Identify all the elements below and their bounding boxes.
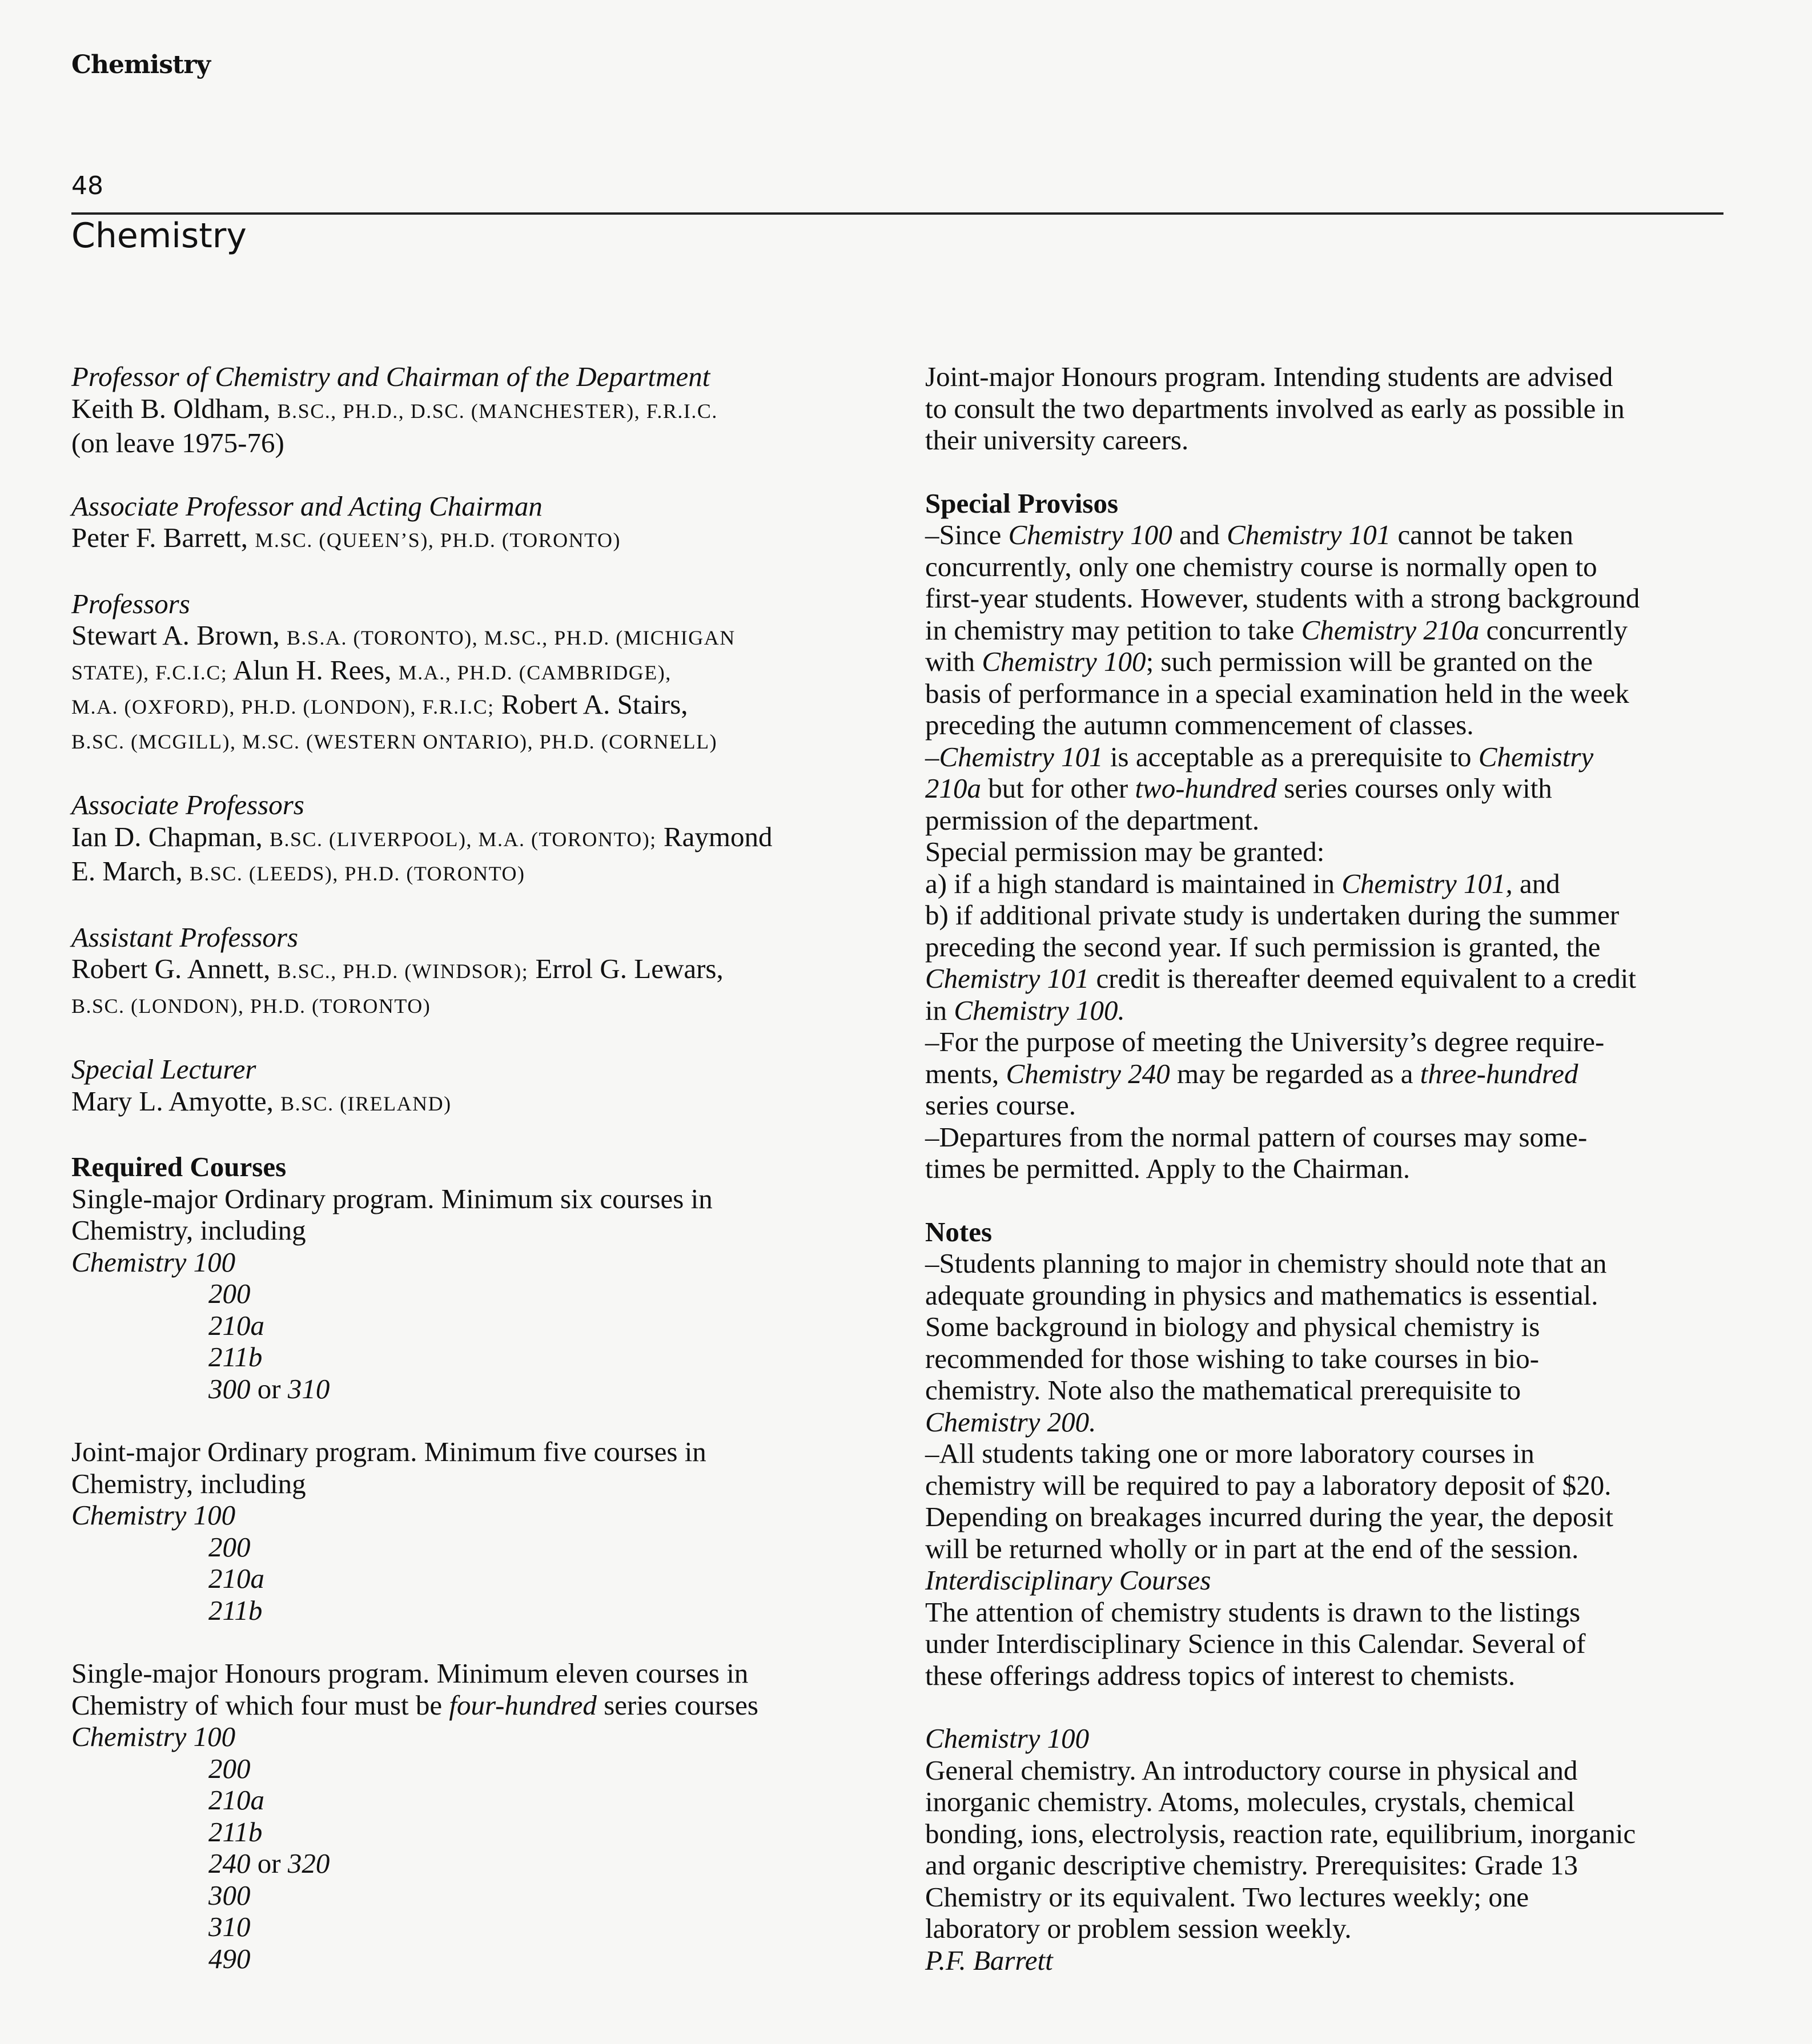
- text-line: Chemistry 240: [1006, 1057, 1170, 1089]
- faculty-role: Associate Professors: [71, 789, 304, 820]
- right-column: [925, 361, 1736, 1976]
- course-code: Chemistry 100: [71, 1246, 236, 1278]
- text-line: Chemistry 101: [925, 963, 1090, 994]
- faculty-credentials: M.A., PH.D. (CAMBRIDGE),: [398, 661, 672, 684]
- text-line: with: [925, 646, 975, 677]
- text-line: these offerings address topics of interest to chemists.: [925, 1659, 1516, 1691]
- joint-major-honours-note: [925, 361, 1736, 456]
- joint-major-ordinary: [71, 1436, 894, 1626]
- course-code: 211b: [208, 1594, 263, 1626]
- faculty-role: Professor of Chemistry and Chairman of the Department: [71, 361, 710, 392]
- text-line: Special permission may be granted:: [925, 836, 1325, 867]
- special-provisos-heading: Special Provisos: [925, 487, 1119, 519]
- course-code: 200: [208, 1278, 251, 1309]
- header-rule: [71, 212, 1723, 215]
- chairman-entry: [71, 361, 894, 459]
- text-line: –Departures from the normal pattern of courses may some-: [925, 1121, 1588, 1153]
- faculty-credentials: B.SC. (LEEDS), PH.D. (TORONTO): [189, 862, 525, 885]
- text-line: 300: [208, 1373, 251, 1405]
- faculty-name: Raymond: [663, 820, 773, 852]
- program-description: Chemistry, including: [71, 1214, 306, 1246]
- course-code: 200: [208, 1752, 251, 1784]
- program-description: [71, 1689, 894, 1721]
- course-code: 210a: [208, 1563, 264, 1594]
- course-instructor: P.F. Barrett: [925, 1944, 1053, 1976]
- interdisciplinary-subheading: Interdisciplinary Courses: [925, 1564, 1211, 1596]
- text-line: permission of the department.: [925, 804, 1260, 836]
- faculty-credentials: B.S.A. (TORONTO), M.SC., PH.D. (MICHIGAN: [287, 626, 736, 649]
- notes: [925, 1216, 1736, 1692]
- faculty-name: Errol G. Lewars,: [535, 953, 724, 984]
- faculty-name: Alun H. Rees,: [232, 654, 392, 686]
- text-line: Chemistry 100: [1008, 519, 1172, 550]
- text-line: and: [1179, 519, 1220, 550]
- faculty-role: Associate Professor and Acting Chairman: [71, 490, 543, 522]
- text-line: adequate grounding in physics and mathematics is essential.: [925, 1279, 1598, 1311]
- course-code: 310: [208, 1911, 251, 1942]
- course-code: 210a: [208, 1784, 264, 1816]
- course-code: Chemistry 100: [71, 1721, 236, 1752]
- single-major-honours: [71, 1657, 894, 1974]
- running-head: Chemistry: [71, 50, 211, 79]
- text-line: 320: [287, 1848, 330, 1879]
- faculty-name: Stewart A. Brown,: [71, 619, 280, 651]
- notes-heading: Notes: [925, 1216, 993, 1248]
- left-column: [71, 361, 894, 1974]
- text-line: General chemistry. An introductory course in physical and: [925, 1754, 1578, 1786]
- text-line: preceding the second year. If such permission is granted, the: [925, 931, 1601, 963]
- text-line: –All students taking one or more laboratory courses in: [925, 1438, 1534, 1469]
- text-line: ments,: [925, 1057, 999, 1089]
- text-line: inorganic chemistry. Atoms, molecules, crystals, chemical: [925, 1786, 1575, 1817]
- text-line: –: [925, 741, 939, 772]
- faculty-name: Keith B. Oldham,: [71, 392, 271, 424]
- faculty-role: Special Lecturer: [71, 1053, 256, 1085]
- text-line: series courses: [604, 1689, 758, 1721]
- text-line: Joint-major Honours program. Intending students are advised: [925, 361, 1613, 392]
- text-line: concurrently, only one chemistry course is normally open to: [925, 550, 1597, 582]
- program-description: Chemistry, including: [71, 1467, 306, 1499]
- faculty-credentials: B.SC. (LIVERPOOL), M.A. (TORONTO);: [270, 827, 657, 851]
- program-description: Single-major Honours program. Minimum eleven courses in: [71, 1657, 749, 1689]
- text-line: preceding the autumn commencement of classes.: [925, 709, 1474, 741]
- required-courses-heading: Required Courses: [71, 1151, 287, 1182]
- course-code: 490: [208, 1942, 251, 1974]
- text-line: bonding, ions, electrolysis, reaction rate, equilibrium, inorganic: [925, 1817, 1636, 1849]
- course-code: 211b: [208, 1341, 263, 1373]
- text-line: Chemistry 210a: [1301, 614, 1480, 646]
- text-line: Chemistry 100.: [954, 994, 1125, 1026]
- faculty-credentials: B.SC., PH.D. (WINDSOR);: [277, 960, 529, 983]
- text-line: Chemistry or its equivalent. Two lectures weekly; one: [925, 1881, 1529, 1913]
- text-line: but for other: [988, 772, 1128, 804]
- text-line: ; such permission will be granted on the: [1146, 646, 1593, 677]
- faculty-role: Professors: [71, 588, 190, 619]
- leave-note: (on leave 1975-76): [71, 427, 284, 458]
- text-line: credit is thereafter deemed equivalent to a credit: [1096, 963, 1636, 994]
- faculty-role: Assistant Professors: [71, 921, 299, 953]
- text-line: concurrently: [1486, 614, 1628, 646]
- faculty-credentials: B.SC., PH.D., D.SC. (MANCHESTER), F.R.I.C.: [277, 399, 718, 423]
- course-code: Chemistry 100: [71, 1499, 236, 1531]
- course-code: [71, 1373, 894, 1405]
- text-line: Chemistry 101: [939, 741, 1103, 772]
- professors-entry: [71, 588, 894, 758]
- text-line: laboratory or problem session weekly.: [925, 1913, 1352, 1944]
- course-code: 210a: [208, 1309, 264, 1341]
- text-line: –Students planning to major in chemistry should note that an: [925, 1248, 1607, 1279]
- text-line: 310: [287, 1373, 330, 1405]
- text-line: series course.: [925, 1089, 1076, 1121]
- associate-professors-entry: [71, 789, 894, 890]
- text-line: times be permitted. Apply to the Chairman.: [925, 1153, 1411, 1184]
- faculty-credentials: B.SC. (MCGILL), M.SC. (WESTERN ONTARIO), PH.D. (CORNELL): [71, 730, 718, 753]
- faculty-name: Peter F. Barrett,: [71, 522, 248, 553]
- course-code: 211b: [208, 1816, 263, 1848]
- page-number: 48: [71, 171, 103, 200]
- text-line: and organic descriptive chemistry. Prerequisites: Grade 13: [925, 1849, 1578, 1881]
- special-lecturer-entry: [71, 1053, 894, 1120]
- text-line: and: [1520, 867, 1560, 899]
- faculty-credentials: B.SC. (IRELAND): [280, 1092, 452, 1115]
- text-line: Chemistry 101: [1227, 519, 1391, 550]
- text-line: chemistry. Note also the mathematical prerequisite to: [925, 1374, 1521, 1406]
- department-title: Chemistry: [71, 216, 247, 256]
- text-line: is acceptable as a prerequisite to: [1110, 741, 1472, 772]
- faculty-credentials: M.A. (OXFORD), PH.D. (LONDON), F.R.I.C;: [71, 695, 495, 718]
- text-line: 240: [208, 1848, 251, 1879]
- text-line: will be returned wholly or in part at the end of the session.: [925, 1532, 1579, 1564]
- course-code: 200: [208, 1531, 251, 1563]
- course-title: Chemistry 100: [925, 1723, 1090, 1754]
- text-line: Chemistry 101,: [1341, 867, 1513, 899]
- text-line: series courses only with: [1284, 772, 1552, 804]
- text-line: Chemistry of which four must be: [71, 1689, 443, 1721]
- text-line: to consult the two departments involved as early as possible in: [925, 392, 1625, 424]
- faculty-name: Ian D. Chapman,: [71, 820, 263, 852]
- faculty-name: Mary L. Amyotte,: [71, 1085, 274, 1117]
- text-line: in chemistry may petition to take: [925, 614, 1295, 646]
- text-line: basis of performance in a special examination held in the week: [925, 677, 1629, 709]
- text-line: their university careers.: [925, 424, 1189, 456]
- text-line: –For the purpose of meeting the University’s degree require-: [925, 1026, 1605, 1057]
- text-line: four-hundred: [449, 1689, 597, 1721]
- faculty-credentials: B.SC. (LONDON), PH.D. (TORONTO): [71, 994, 431, 1017]
- text-line: under Interdisciplinary Science in this Calendar. Several of: [925, 1628, 1586, 1659]
- faculty-name: Robert G. Annett,: [71, 953, 271, 984]
- text-line: –Since: [925, 519, 1002, 550]
- faculty-name: Robert A. Stairs,: [501, 689, 688, 720]
- special-provisos: [925, 488, 1736, 1185]
- course-code: 300: [208, 1879, 251, 1911]
- text-line: b) if additional private study is undertaken during the summer: [925, 899, 1620, 931]
- text-line: recommended for those wishing to take courses in bio-: [925, 1342, 1540, 1374]
- text-line: Chemistry 200.: [925, 1406, 1096, 1438]
- text-line: a) if a high standard is maintained in: [925, 867, 1335, 899]
- program-description: Joint-major Ordinary program. Minimum five courses in: [71, 1436, 706, 1467]
- text-line: in: [925, 994, 947, 1026]
- text-line: or: [257, 1373, 281, 1405]
- assistant-professors-entry: [71, 922, 894, 1023]
- text-line: Some background in biology and physical chemistry is: [925, 1311, 1540, 1342]
- text-line: first-year students. However, students with a strong background: [925, 582, 1640, 614]
- faculty-credentials: M.SC. (QUEEN’S), PH.D. (TORONTO): [255, 529, 621, 552]
- single-major-ordinary: [71, 1183, 894, 1405]
- text-line: Chemistry: [1478, 741, 1594, 772]
- text-line: 210a: [925, 772, 981, 804]
- text-line: or: [257, 1848, 281, 1879]
- faculty-name: E. March,: [71, 855, 183, 887]
- course-description: [925, 1723, 1736, 1976]
- course-code: [71, 1848, 894, 1880]
- acting-chair-entry: [71, 490, 894, 557]
- text-line: two-hundred: [1135, 772, 1277, 804]
- text-line: Depending on breakages incurred during the year, the deposit: [925, 1501, 1613, 1532]
- faculty-credentials: STATE), F.C.I.C;: [71, 661, 228, 684]
- text-line: cannot be taken: [1397, 519, 1573, 550]
- program-description: Single-major Ordinary program. Minimum six courses in: [71, 1182, 713, 1214]
- text-line: three-hundred: [1420, 1057, 1578, 1089]
- text-line: may be regarded as a: [1176, 1057, 1413, 1089]
- text-line: chemistry will be required to pay a laboratory deposit of $20.: [925, 1469, 1612, 1501]
- text-line: The attention of chemistry students is drawn to the listings: [925, 1596, 1581, 1628]
- text-line: Chemistry 100: [982, 646, 1146, 677]
